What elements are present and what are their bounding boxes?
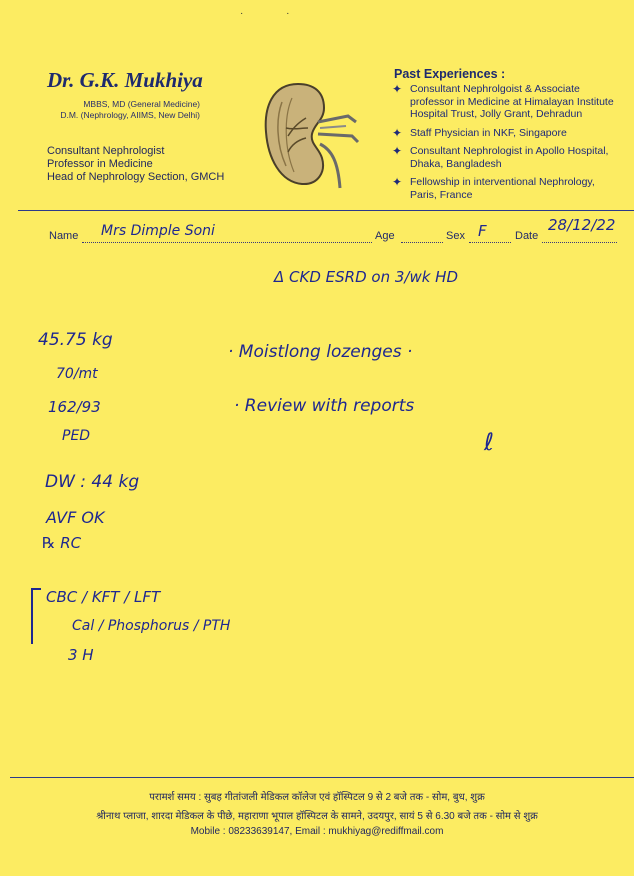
age-dotted-line — [401, 233, 443, 243]
list-item — [392, 83, 614, 121]
investigation-line: 3 H — [68, 646, 94, 664]
footer-divider — [10, 777, 634, 778]
patient-sex: F — [478, 222, 487, 240]
vital-weight: 45.75 kg — [38, 330, 113, 350]
footer-consult-hours: परामर्श समय : सुबह गीतांजली मेडिकल कॉलेज एवं हॉस्पिटल 9 से 2 बजे तक - सोम, बुध, शुक्र — [149, 792, 485, 803]
dry-weight: DW : 44 kg — [45, 472, 140, 492]
kidney-icon — [262, 78, 362, 190]
list-item — [392, 127, 614, 140]
advice-review: · Review with reports — [234, 396, 415, 416]
age-label: Age — [375, 230, 395, 242]
vital-pulse: 70/mt — [56, 366, 98, 382]
investigation-bracket — [31, 588, 41, 644]
diagnosis-note: Δ CKD ESRD on 3/wk HD — [274, 268, 458, 286]
qualification-line: MBBS, MD (General Medicine) — [83, 99, 200, 109]
name-label: Name — [49, 230, 79, 242]
prescription-date: 28/12/22 — [548, 216, 616, 234]
star-bullet-icon: ✦ — [392, 82, 403, 96]
avf-status: AVF OK — [46, 508, 105, 527]
date-dotted-line — [542, 233, 617, 243]
experience-text: Staff Physician in NKF, Singapore — [410, 126, 567, 139]
doctor-initial: ℓ — [484, 428, 494, 456]
list-item — [392, 176, 614, 201]
date-label: Date — [515, 230, 539, 242]
advice-lozenges: · Moistlong lozenges · — [228, 342, 413, 362]
investigation-line: CBC / KFT / LFT — [46, 588, 161, 606]
experience-text: Consultant Nephrolgoist & Associate professor in Medicine at Himalayan Institute Hospital Trust, Jolly Grant, Dehradun — [410, 83, 614, 120]
footer-address: श्रीनाथ प्लाजा, शारदा मेडिकल के पीछे, महाराणा भूपाल हॉस्पिटल के सामने, उदयपुर, सायं 5 से 6.30 बजे तक - सोम से शुक्र — [96, 811, 538, 822]
paper-specks: · · — [240, 8, 310, 19]
sex-label: Sex — [446, 230, 465, 242]
vital-ped: PED — [62, 428, 91, 444]
experience-text: Consultant Nephrologist in Apollo Hospital, Dhaka, Bangladesh — [410, 145, 609, 170]
rx-note: ℞ RC — [42, 534, 82, 552]
experience-text: Fellowship in interventional Nephrology, Paris, France — [410, 176, 595, 201]
past-experiences-title: Past Experiences : — [394, 67, 506, 81]
star-bullet-icon: ✦ — [392, 175, 403, 189]
qualification-line: D.M. (Nephrology, AIIMS, New Delhi) — [60, 110, 200, 120]
vital-bp: 162/93 — [48, 398, 101, 416]
footer-contact: Mobile : 08233639147, Email : mukhiyag@rediffmail.com — [190, 826, 444, 837]
header-divider — [18, 210, 634, 211]
role-line: Professor in Medicine — [47, 158, 153, 170]
star-bullet-icon: ✦ — [392, 144, 403, 158]
doctor-name: Dr. G.K. Mukhiya — [47, 68, 203, 92]
investigation-line: Cal / Phosphorus / PTH — [72, 618, 231, 634]
sex-dotted-line — [469, 233, 511, 243]
star-bullet-icon: ✦ — [392, 125, 403, 140]
role-line: Head of Nephrology Section, GMCH — [47, 171, 225, 183]
doctor-roles — [47, 145, 224, 184]
patient-name: Mrs Dimple Soni — [101, 223, 215, 239]
list-item — [392, 145, 614, 170]
past-experiences-list — [392, 83, 614, 207]
role-line: Consultant Nephrologist — [47, 145, 165, 157]
qualifications — [24, 99, 200, 121]
